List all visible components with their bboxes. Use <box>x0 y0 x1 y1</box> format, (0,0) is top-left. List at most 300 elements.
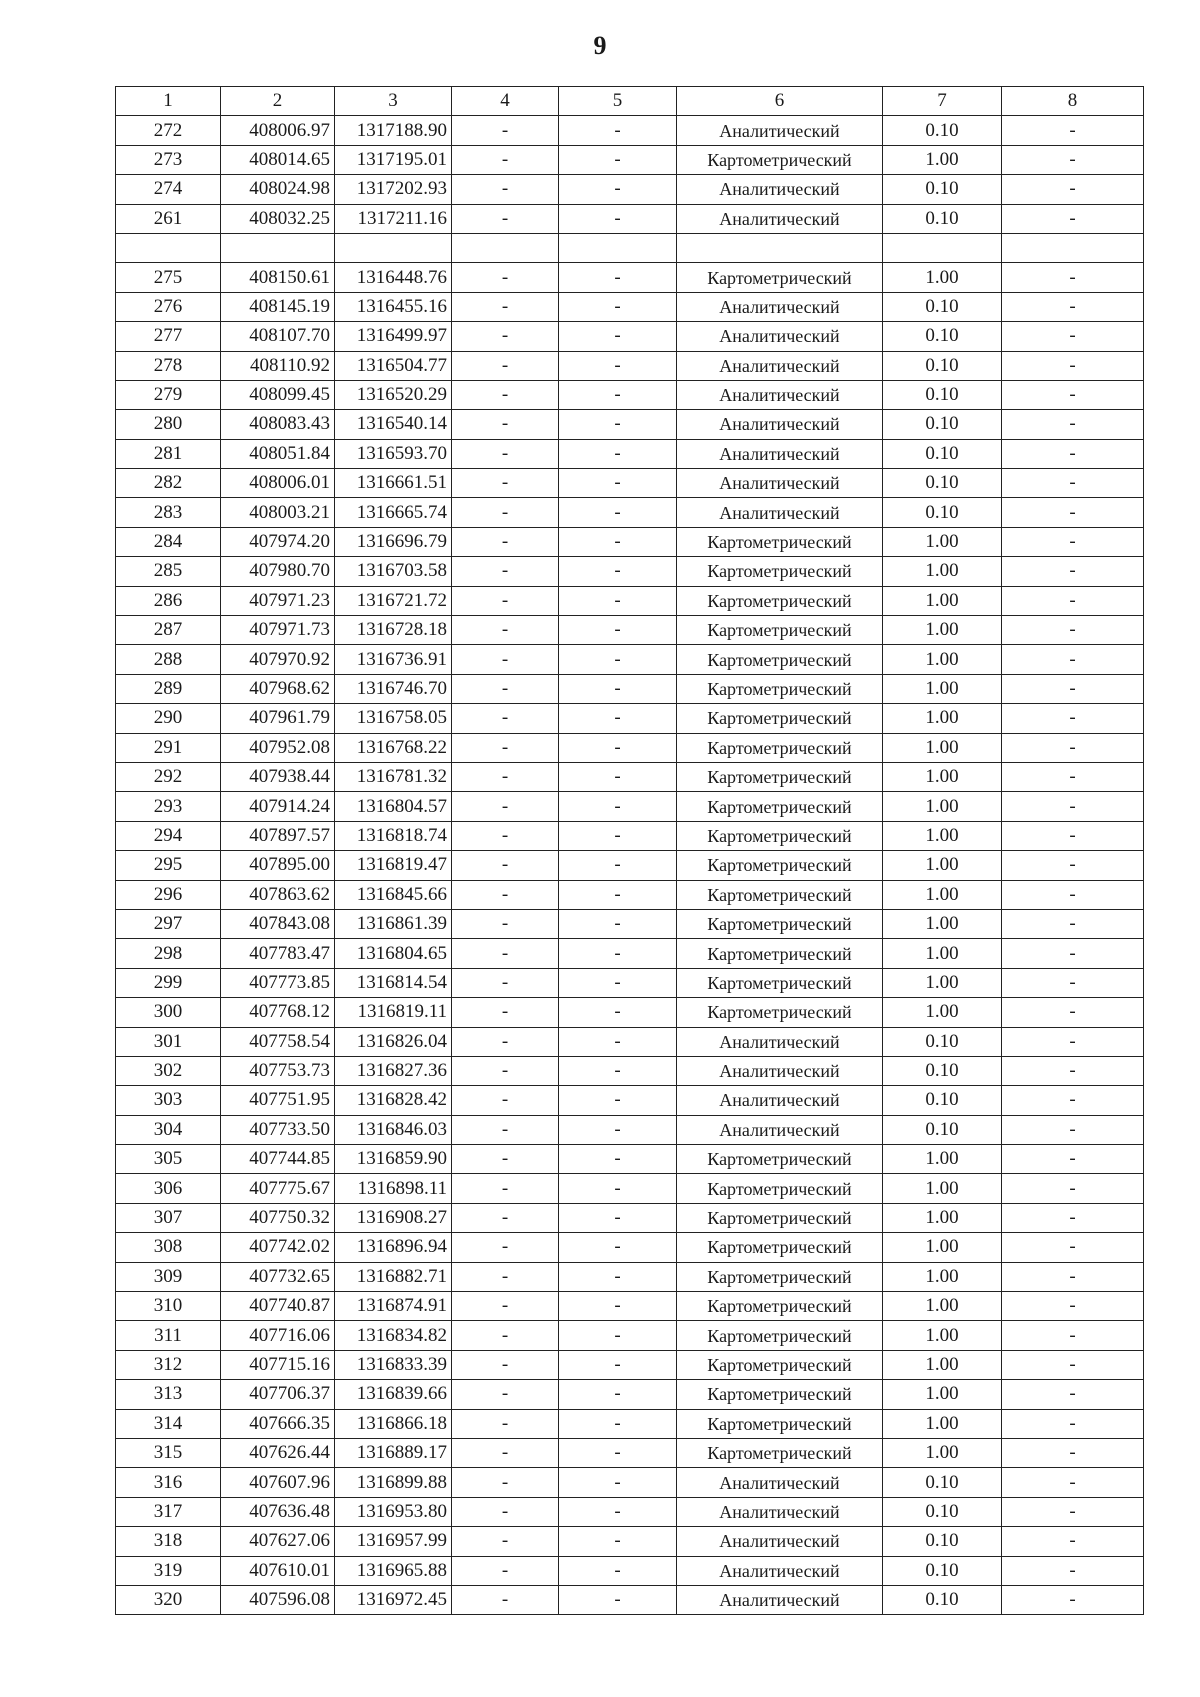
method-cell: Картометрический <box>677 1438 883 1467</box>
table-row <box>116 1409 1144 1438</box>
column-4-cell: - <box>452 410 559 439</box>
x-coordinate-cell: 408051.84 <box>221 439 335 468</box>
column-8-cell: - <box>1002 674 1144 703</box>
accuracy-cell: 0.10 <box>883 380 1002 409</box>
point-number-cell: 306 <box>116 1174 221 1203</box>
table-row <box>116 1438 1144 1467</box>
x-coordinate-cell: 407970.92 <box>221 645 335 674</box>
column-8-cell: - <box>1002 1056 1144 1085</box>
column-8-cell: - <box>1002 968 1144 997</box>
column-8-cell: - <box>1002 733 1144 762</box>
method-cell: Картометрический <box>677 645 883 674</box>
accuracy-cell: 0.10 <box>883 439 1002 468</box>
column-4-cell: - <box>452 821 559 850</box>
y-coordinate-cell: 1316899.88 <box>335 1468 452 1497</box>
column-5-cell: - <box>559 1409 677 1438</box>
table-row <box>116 1321 1144 1350</box>
y-coordinate-cell: 1316703.58 <box>335 557 452 586</box>
column-8-cell: - <box>1002 1350 1144 1379</box>
table-row <box>116 1468 1144 1497</box>
y-coordinate-cell: 1317202.93 <box>335 175 452 204</box>
column-4-cell: - <box>452 851 559 880</box>
column-4-cell: - <box>452 792 559 821</box>
column-5-cell: - <box>559 939 677 968</box>
accuracy-cell: 1.00 <box>883 1174 1002 1203</box>
method-cell: Картометрический <box>677 998 883 1027</box>
y-coordinate-cell: 1316827.36 <box>335 1056 452 1085</box>
y-coordinate-cell: 1316504.77 <box>335 351 452 380</box>
x-coordinate-cell: 407716.06 <box>221 1321 335 1350</box>
coordinates-table <box>115 86 1144 1615</box>
x-coordinate-cell: 407952.08 <box>221 733 335 762</box>
point-number-cell: 274 <box>116 175 221 204</box>
method-cell: Аналитический <box>677 322 883 351</box>
method-cell: Картометрический <box>677 616 883 645</box>
method-cell: Картометрический <box>677 674 883 703</box>
x-coordinate-cell: 407775.67 <box>221 1174 335 1203</box>
y-coordinate-cell: 1316696.79 <box>335 527 452 556</box>
column-4-cell: - <box>452 204 559 233</box>
column-5-cell: - <box>559 1086 677 1115</box>
column-8-cell: - <box>1002 351 1144 380</box>
column-8-cell: - <box>1002 909 1144 938</box>
x-coordinate-cell: 408110.92 <box>221 351 335 380</box>
column-8-cell: - <box>1002 1292 1144 1321</box>
point-number-cell: 309 <box>116 1262 221 1291</box>
x-coordinate-cell: 407626.44 <box>221 1438 335 1467</box>
table-row <box>116 880 1144 909</box>
method-cell: Аналитический <box>677 1497 883 1526</box>
method-cell: Картометрический <box>677 527 883 556</box>
y-coordinate-cell: 1316898.11 <box>335 1174 452 1203</box>
x-coordinate-cell: 407895.00 <box>221 851 335 880</box>
column-4-cell: - <box>452 1292 559 1321</box>
table-row <box>116 998 1144 1027</box>
column-5-cell: - <box>559 175 677 204</box>
column-8-cell: - <box>1002 469 1144 498</box>
column-5-cell: - <box>559 733 677 762</box>
accuracy-cell: 0.10 <box>883 1556 1002 1585</box>
column-5-cell: - <box>559 1321 677 1350</box>
point-number-cell: 304 <box>116 1115 221 1144</box>
column-8-cell: - <box>1002 1174 1144 1203</box>
column-5-cell: - <box>559 498 677 527</box>
point-number-cell: 294 <box>116 821 221 850</box>
y-coordinate-cell: 1316828.42 <box>335 1086 452 1115</box>
column-8-cell: - <box>1002 439 1144 468</box>
column-8-cell: - <box>1002 704 1144 733</box>
accuracy-cell: 1.00 <box>883 145 1002 174</box>
y-coordinate-cell: 1316665.74 <box>335 498 452 527</box>
point-number-cell: 320 <box>116 1585 221 1614</box>
table-row <box>116 322 1144 351</box>
column-4-cell: - <box>452 527 559 556</box>
column-8-cell: - <box>1002 380 1144 409</box>
table-row <box>116 498 1144 527</box>
table-row <box>116 1380 1144 1409</box>
x-coordinate-cell: 407914.24 <box>221 792 335 821</box>
table-row <box>116 968 1144 997</box>
point-number-cell: 288 <box>116 645 221 674</box>
x-coordinate-cell: 407740.87 <box>221 1292 335 1321</box>
x-coordinate-cell: 408024.98 <box>221 175 335 204</box>
method-cell: Аналитический <box>677 1556 883 1585</box>
accuracy-cell: 1.00 <box>883 1262 1002 1291</box>
x-coordinate-cell: 407732.65 <box>221 1262 335 1291</box>
method-cell: Картометрический <box>677 1233 883 1262</box>
column-4-cell: - <box>452 1468 559 1497</box>
x-coordinate-cell: 407733.50 <box>221 1115 335 1144</box>
point-number-cell: 314 <box>116 1409 221 1438</box>
table-row <box>116 1585 1144 1614</box>
column-4-cell: - <box>452 1203 559 1232</box>
column-4-cell: - <box>452 322 559 351</box>
column-5-cell: - <box>559 998 677 1027</box>
x-coordinate-cell: 408083.43 <box>221 410 335 439</box>
column-8-cell: - <box>1002 645 1144 674</box>
y-coordinate-cell: 1316804.57 <box>335 792 452 821</box>
x-coordinate-cell: 408032.25 <box>221 204 335 233</box>
column-5-cell: - <box>559 410 677 439</box>
table-row <box>116 821 1144 850</box>
method-cell <box>677 233 883 262</box>
accuracy-cell: 1.00 <box>883 851 1002 880</box>
column-8-cell: - <box>1002 1380 1144 1409</box>
y-coordinate-cell: 1316661.51 <box>335 469 452 498</box>
accuracy-cell: 1.00 <box>883 821 1002 850</box>
column-8-cell: - <box>1002 1468 1144 1497</box>
point-number-cell: 297 <box>116 909 221 938</box>
accuracy-cell: 0.10 <box>883 469 1002 498</box>
method-cell: Картометрический <box>677 1409 883 1438</box>
x-coordinate-cell: 407753.73 <box>221 1056 335 1085</box>
column-5-cell: - <box>559 145 677 174</box>
point-number-cell: 308 <box>116 1233 221 1262</box>
column-header: 2 <box>221 87 335 116</box>
column-5-cell: - <box>559 1056 677 1085</box>
method-cell: Картометрический <box>677 968 883 997</box>
column-4-cell: - <box>452 998 559 1027</box>
accuracy-cell: 1.00 <box>883 586 1002 615</box>
point-number-cell: 293 <box>116 792 221 821</box>
x-coordinate-cell: 408099.45 <box>221 380 335 409</box>
column-5-cell: - <box>559 292 677 321</box>
x-coordinate-cell: 407666.35 <box>221 1409 335 1438</box>
column-4-cell: - <box>452 1115 559 1144</box>
column-8-cell: - <box>1002 1262 1144 1291</box>
accuracy-cell: 0.10 <box>883 292 1002 321</box>
y-coordinate-cell: 1316758.05 <box>335 704 452 733</box>
column-5-cell: - <box>559 1262 677 1291</box>
column-4-cell: - <box>452 292 559 321</box>
column-8-cell: - <box>1002 1086 1144 1115</box>
y-coordinate-cell: 1316520.29 <box>335 380 452 409</box>
column-4-cell: - <box>452 439 559 468</box>
x-coordinate-cell: 407706.37 <box>221 1380 335 1409</box>
method-cell: Картометрический <box>677 1292 883 1321</box>
column-8-cell: - <box>1002 1115 1144 1144</box>
point-number-cell: 317 <box>116 1497 221 1526</box>
column-4-cell: - <box>452 1585 559 1614</box>
column-5-cell: - <box>559 674 677 703</box>
table-row <box>116 1086 1144 1115</box>
x-coordinate-cell: 407768.12 <box>221 998 335 1027</box>
column-4-cell: - <box>452 145 559 174</box>
column-8-cell: - <box>1002 145 1144 174</box>
y-coordinate-cell: 1316957.99 <box>335 1527 452 1556</box>
point-number-cell: 318 <box>116 1527 221 1556</box>
x-coordinate-cell: 407974.20 <box>221 527 335 556</box>
point-number-cell: 278 <box>116 351 221 380</box>
column-8-cell: - <box>1002 1556 1144 1585</box>
method-cell: Аналитический <box>677 1056 883 1085</box>
column-5-cell: - <box>559 1145 677 1174</box>
table-row <box>116 1233 1144 1262</box>
table-row <box>116 233 1144 262</box>
column-5-cell: - <box>559 909 677 938</box>
column-5-cell: - <box>559 1350 677 1379</box>
table-row <box>116 1527 1144 1556</box>
accuracy-cell: 0.10 <box>883 351 1002 380</box>
table-row <box>116 439 1144 468</box>
column-5-cell: - <box>559 1027 677 1056</box>
accuracy-cell: 0.10 <box>883 175 1002 204</box>
y-coordinate-cell: 1316814.54 <box>335 968 452 997</box>
method-cell: Картометрический <box>677 586 883 615</box>
table-row <box>116 292 1144 321</box>
point-number-cell: 307 <box>116 1203 221 1232</box>
accuracy-cell: 1.00 <box>883 704 1002 733</box>
y-coordinate-cell: 1316728.18 <box>335 616 452 645</box>
accuracy-cell: 0.10 <box>883 1497 1002 1526</box>
column-8-cell: - <box>1002 1527 1144 1556</box>
column-5-cell: - <box>559 351 677 380</box>
point-number-cell: 300 <box>116 998 221 1027</box>
method-cell: Картометрический <box>677 1262 883 1291</box>
y-coordinate-cell: 1316889.17 <box>335 1438 452 1467</box>
method-cell: Картометрический <box>677 909 883 938</box>
point-number-cell: 305 <box>116 1145 221 1174</box>
point-number-cell: 292 <box>116 762 221 791</box>
column-4-cell: - <box>452 1497 559 1526</box>
column-8-cell: - <box>1002 851 1144 880</box>
y-coordinate-cell: 1316593.70 <box>335 439 452 468</box>
column-5-cell: - <box>559 616 677 645</box>
column-header: 1 <box>116 87 221 116</box>
method-cell: Аналитический <box>677 1527 883 1556</box>
y-coordinate-cell: 1317188.90 <box>335 116 452 145</box>
x-coordinate-cell: 407758.54 <box>221 1027 335 1056</box>
column-4-cell: - <box>452 1409 559 1438</box>
accuracy-cell: 1.00 <box>883 263 1002 292</box>
column-8-cell: - <box>1002 410 1144 439</box>
y-coordinate-cell: 1316896.94 <box>335 1233 452 1262</box>
y-coordinate-cell: 1316826.04 <box>335 1027 452 1056</box>
y-coordinate-cell: 1316781.32 <box>335 762 452 791</box>
accuracy-cell: 0.10 <box>883 410 1002 439</box>
y-coordinate-cell: 1316953.80 <box>335 1497 452 1526</box>
column-4-cell: - <box>452 380 559 409</box>
point-number-cell: 273 <box>116 145 221 174</box>
x-coordinate-cell: 407751.95 <box>221 1086 335 1115</box>
method-cell: Аналитический <box>677 351 883 380</box>
table-body <box>116 116 1144 1615</box>
accuracy-cell: 1.00 <box>883 1233 1002 1262</box>
column-4-cell: - <box>452 175 559 204</box>
point-number-cell: 275 <box>116 263 221 292</box>
point-number-cell: 276 <box>116 292 221 321</box>
point-number-cell: 285 <box>116 557 221 586</box>
column-5-cell: - <box>559 645 677 674</box>
method-cell: Картометрический <box>677 1321 883 1350</box>
column-8-cell: - <box>1002 498 1144 527</box>
table-row <box>116 733 1144 762</box>
accuracy-cell: 0.10 <box>883 498 1002 527</box>
method-cell: Картометрический <box>677 1145 883 1174</box>
x-coordinate-cell: 407596.08 <box>221 1585 335 1614</box>
column-5-cell: - <box>559 586 677 615</box>
column-5-cell: - <box>559 762 677 791</box>
y-coordinate-cell: 1316874.91 <box>335 1292 452 1321</box>
column-4-cell: - <box>452 762 559 791</box>
column-8-cell: - <box>1002 1321 1144 1350</box>
y-coordinate-cell: 1316965.88 <box>335 1556 452 1585</box>
y-coordinate-cell: 1316746.70 <box>335 674 452 703</box>
column-header: 7 <box>883 87 1002 116</box>
accuracy-cell: 0.10 <box>883 1527 1002 1556</box>
column-5-cell: - <box>559 116 677 145</box>
column-5-cell: - <box>559 1115 677 1144</box>
y-coordinate-cell: 1316448.76 <box>335 263 452 292</box>
accuracy-cell: 1.00 <box>883 968 1002 997</box>
table-row <box>116 851 1144 880</box>
column-4-cell: - <box>452 498 559 527</box>
column-4-cell: - <box>452 704 559 733</box>
accuracy-cell: 1.00 <box>883 762 1002 791</box>
point-number-cell: 298 <box>116 939 221 968</box>
x-coordinate-cell: 407897.57 <box>221 821 335 850</box>
point-number-cell: 289 <box>116 674 221 703</box>
x-coordinate-cell: 407938.44 <box>221 762 335 791</box>
accuracy-cell: 1.00 <box>883 1321 1002 1350</box>
point-number-cell: 287 <box>116 616 221 645</box>
table-row <box>116 616 1144 645</box>
page-number: 9 <box>593 31 607 60</box>
method-cell: Картометрический <box>677 1380 883 1409</box>
table-row <box>116 527 1144 556</box>
y-coordinate-cell: 1316768.22 <box>335 733 452 762</box>
column-8-cell: - <box>1002 792 1144 821</box>
column-4-cell: - <box>452 557 559 586</box>
column-header: 6 <box>677 87 883 116</box>
x-coordinate-cell: 407750.32 <box>221 1203 335 1232</box>
point-number-cell: 313 <box>116 1380 221 1409</box>
column-8-cell: - <box>1002 292 1144 321</box>
point-number-cell: 295 <box>116 851 221 880</box>
table-row <box>116 116 1144 145</box>
x-coordinate-cell: 407773.85 <box>221 968 335 997</box>
table-row <box>116 1262 1144 1291</box>
method-cell: Аналитический <box>677 292 883 321</box>
method-cell: Картометрический <box>677 939 883 968</box>
table-row <box>116 263 1144 292</box>
y-coordinate-cell: 1316833.39 <box>335 1350 452 1379</box>
column-4-cell: - <box>452 1233 559 1262</box>
y-coordinate-cell: 1316972.45 <box>335 1585 452 1614</box>
accuracy-cell: 0.10 <box>883 1468 1002 1497</box>
method-cell: Аналитический <box>677 1585 883 1614</box>
column-8-cell: - <box>1002 175 1144 204</box>
column-4-cell: - <box>452 469 559 498</box>
column-5-cell: - <box>559 263 677 292</box>
column-8-cell: - <box>1002 1497 1144 1526</box>
method-cell: Аналитический <box>677 1086 883 1115</box>
table-row <box>116 1292 1144 1321</box>
method-cell: Аналитический <box>677 380 883 409</box>
point-number-cell: 283 <box>116 498 221 527</box>
x-coordinate-cell: 407607.96 <box>221 1468 335 1497</box>
method-cell: Аналитический <box>677 116 883 145</box>
column-8-cell: - <box>1002 1145 1144 1174</box>
column-header: 5 <box>559 87 677 116</box>
column-header: 3 <box>335 87 452 116</box>
y-coordinate-cell: 1316882.71 <box>335 1262 452 1291</box>
accuracy-cell: 1.00 <box>883 1438 1002 1467</box>
column-8-cell: - <box>1002 1233 1144 1262</box>
point-number-cell: 319 <box>116 1556 221 1585</box>
table-row <box>116 909 1144 938</box>
point-number-cell: 312 <box>116 1350 221 1379</box>
point-number-cell: 281 <box>116 439 221 468</box>
x-coordinate-cell: 407968.62 <box>221 674 335 703</box>
column-4-cell: - <box>452 586 559 615</box>
accuracy-cell: 1.00 <box>883 1380 1002 1409</box>
x-coordinate-cell: 407783.47 <box>221 939 335 968</box>
column-4-cell: - <box>452 1556 559 1585</box>
accuracy-cell: 0.10 <box>883 1086 1002 1115</box>
accuracy-cell: 0.10 <box>883 1115 1002 1144</box>
column-5-cell: - <box>559 821 677 850</box>
y-coordinate-cell: 1316819.47 <box>335 851 452 880</box>
column-4-cell: - <box>452 263 559 292</box>
x-coordinate-cell: 407863.62 <box>221 880 335 909</box>
method-cell: Аналитический <box>677 175 883 204</box>
column-4-cell: - <box>452 1527 559 1556</box>
column-8-cell: - <box>1002 527 1144 556</box>
y-coordinate-cell: 1316721.72 <box>335 586 452 615</box>
y-coordinate-cell: 1316455.16 <box>335 292 452 321</box>
method-cell: Картометрический <box>677 880 883 909</box>
column-4-cell: - <box>452 968 559 997</box>
column-4-cell: - <box>452 733 559 762</box>
column-4-cell: - <box>452 939 559 968</box>
x-coordinate-cell: 407843.08 <box>221 909 335 938</box>
x-coordinate-cell: 408145.19 <box>221 292 335 321</box>
column-5-cell: - <box>559 439 677 468</box>
table-row <box>116 1145 1144 1174</box>
column-5-cell: - <box>559 527 677 556</box>
table-row <box>116 762 1144 791</box>
column-8-cell: - <box>1002 939 1144 968</box>
column-8-cell: - <box>1002 1438 1144 1467</box>
y-coordinate-cell: 1316908.27 <box>335 1203 452 1232</box>
table-row <box>116 1056 1144 1085</box>
column-8-cell: - <box>1002 821 1144 850</box>
column-5-cell: - <box>559 1556 677 1585</box>
y-coordinate-cell: 1316818.74 <box>335 821 452 850</box>
column-4-cell: - <box>452 1350 559 1379</box>
column-header: 8 <box>1002 87 1144 116</box>
